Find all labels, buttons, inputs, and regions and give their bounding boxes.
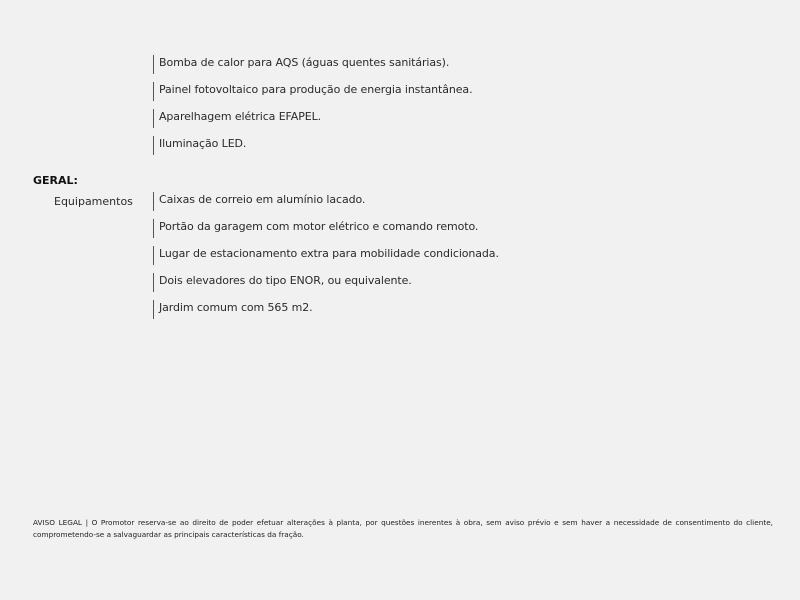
legal-notice: AVISO LEGAL | O Promotor reserva-se ao direito de poder efetuar alterações à planta, por questões inerentes à obra, sem aviso prévio e sem haver a necessidade de consentimento do cliente, comprometendo-se a salvaguardar as principais características da fração. [33, 518, 773, 539]
list-item: Lugar de estacionamento extra para mobilidade condicionada. [153, 246, 499, 265]
list-item: Dois elevadores do tipo ENOR, ou equivalente. [153, 273, 412, 292]
category-label: Equipamentos [54, 195, 133, 208]
section-title: GERAL: [33, 174, 78, 187]
list-item: Portão da garagem com motor elétrico e comando remoto. [153, 219, 478, 238]
list-item: Painel fotovoltaico para produção de energia instantânea. [153, 82, 472, 101]
list-item: Caixas de correio em alumínio lacado. [153, 192, 365, 211]
list-item: Iluminação LED. [153, 136, 246, 155]
list-item: Jardim comum com 565 m2. [153, 300, 313, 319]
list-item: Bomba de calor para AQS (águas quentes sanitárias). [153, 55, 449, 74]
list-item: Aparelhagem elétrica EFAPEL. [153, 109, 321, 128]
